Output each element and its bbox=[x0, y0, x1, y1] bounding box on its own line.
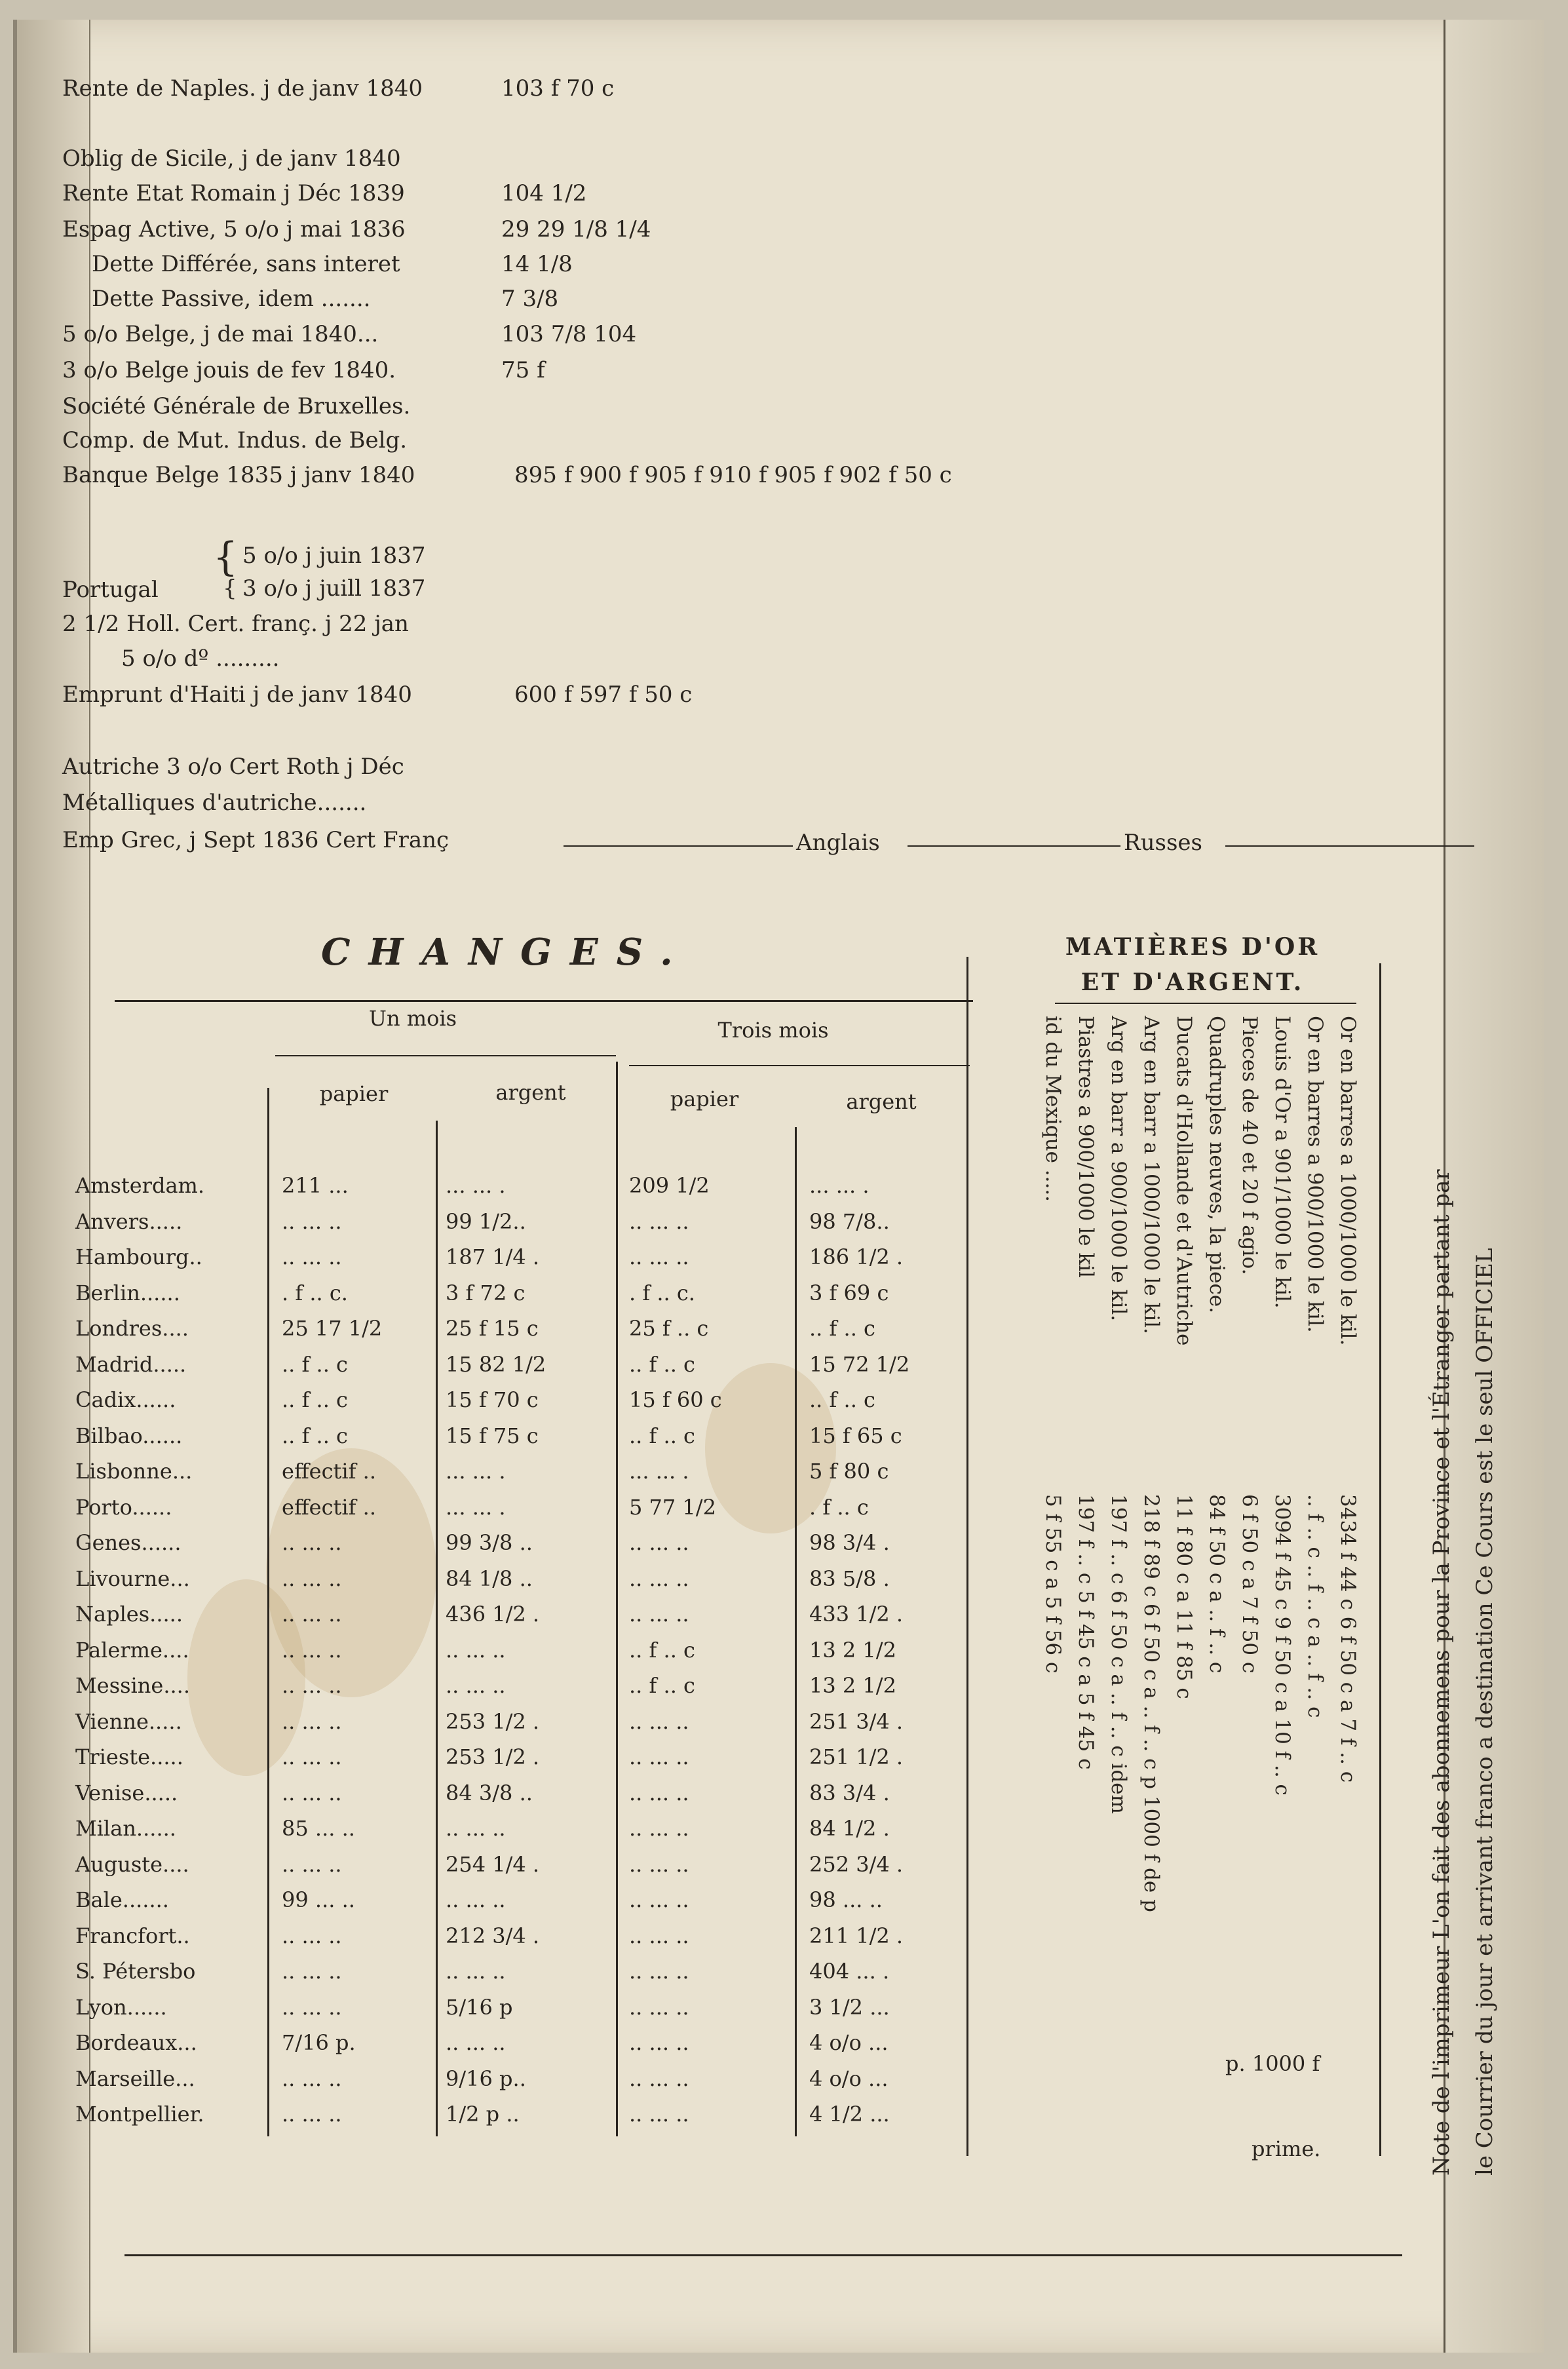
matiere-label: Or en barres a 1000/1000 le kil. bbox=[1336, 1016, 1360, 1346]
grec-anglais: Anglais bbox=[796, 830, 880, 856]
security-value: 895 f 900 f 905 f 910 f 905 f 902 f 50 c bbox=[514, 462, 952, 488]
matiere-value: 6 f 50 c a 7 f 50 c bbox=[1238, 1494, 1261, 1674]
portugal-label: Portugal bbox=[62, 577, 159, 603]
rate-cell: 3 f 69 c bbox=[809, 1281, 889, 1305]
rate-cell: 13 2 1/2 bbox=[809, 1638, 896, 1663]
rate-cell: .. ... .. bbox=[629, 1602, 689, 1627]
un-mois-brace bbox=[275, 1055, 616, 1056]
city-name: Genes...... bbox=[75, 1530, 182, 1555]
rate-cell: ... ... . bbox=[446, 1495, 506, 1520]
rate-cell: .. ... .. bbox=[629, 2066, 689, 2091]
city-name: Hambourg.. bbox=[75, 1244, 202, 1269]
portugal-line2: 3 o/o j juill 1837 bbox=[242, 575, 426, 602]
city-name: Marseille... bbox=[75, 2066, 195, 2091]
rate-cell: 15 82 1/2 bbox=[446, 1352, 546, 1377]
rate-cell: 251 1/2 . bbox=[809, 1744, 904, 1769]
rate-cell: .. f .. c bbox=[629, 1673, 695, 1698]
autriche-line1: Autriche 3 o/o Cert Roth j Déc bbox=[62, 754, 404, 780]
rate-cell: 209 1/2 bbox=[629, 1173, 710, 1198]
rate-cell: 436 1/2 . bbox=[446, 1602, 540, 1627]
rate-cell: .. ... .. bbox=[282, 1530, 342, 1555]
rate-cell: 186 1/2 . bbox=[809, 1244, 904, 1269]
rate-cell: .. ... .. bbox=[629, 1566, 689, 1591]
col-rule-5 bbox=[966, 957, 968, 2156]
rate-cell: 251 3/4 . bbox=[809, 1709, 904, 1734]
rate-cell: 4 o/o ... bbox=[809, 2030, 889, 2055]
security-value: 103 f 70 c bbox=[501, 75, 615, 102]
matiere-value: 84 f 50 c a .. f .. c bbox=[1205, 1494, 1229, 1674]
city-name: Venise..... bbox=[75, 1781, 178, 1805]
rate-cell: 99 1/2.. bbox=[446, 1209, 526, 1234]
matieres-title bbox=[1029, 929, 1356, 1000]
city-name: Bilbao...... bbox=[75, 1423, 183, 1448]
matiere-label: Pieces de 40 et 20 f agio. bbox=[1238, 1016, 1261, 1275]
rate-cell: ... ... . bbox=[809, 1173, 870, 1198]
security-label: Rente Etat Romain j Déc 1839 bbox=[62, 180, 405, 206]
rate-cell: .. ... .. bbox=[446, 1816, 506, 1841]
rate-cell: .. ... .. bbox=[282, 2066, 342, 2091]
security-value: 29 29 1/8 1/4 bbox=[501, 216, 651, 242]
grec-rule-3 bbox=[1225, 845, 1474, 847]
col-rule-4 bbox=[795, 1127, 797, 2136]
trois-mois-brace bbox=[629, 1065, 970, 1066]
city-name: Palerme.... bbox=[75, 1638, 189, 1663]
rate-cell: 253 1/2 . bbox=[446, 1744, 540, 1769]
city-name: Amsterdam. bbox=[75, 1173, 205, 1198]
papier-header-2: papier bbox=[670, 1087, 739, 1111]
rate-cell: .. ... .. bbox=[629, 1995, 689, 2020]
rate-cell: 84 3/8 .. bbox=[446, 1781, 533, 1805]
rate-cell: 211 ... bbox=[282, 1173, 349, 1198]
matiere-value: 218 f 89 c 6 f 50 c a .. f .. c p 1000 f de p bbox=[1139, 1494, 1163, 1912]
rate-cell: .. f .. c bbox=[282, 1352, 348, 1377]
un-mois-header: Un mois bbox=[368, 1006, 457, 1031]
rate-cell: 9/16 p.. bbox=[446, 2066, 526, 2091]
col-rule-1 bbox=[267, 1088, 269, 2136]
rate-cell: 25 f .. c bbox=[629, 1316, 709, 1341]
rate-cell: . f .. c. bbox=[282, 1281, 348, 1305]
rate-cell: 3 1/2 ... bbox=[809, 1995, 890, 2020]
rate-cell: 5 f 80 c bbox=[809, 1459, 889, 1484]
security-label: Société Générale de Bruxelles. bbox=[62, 393, 411, 419]
rate-cell: 98 ... .. bbox=[809, 1887, 883, 1912]
rate-cell: .. ... .. bbox=[282, 1852, 342, 1877]
matiere-label: Arg en barr a 900/1000 le kil. bbox=[1107, 1016, 1130, 1322]
city-name: Montpellier. bbox=[75, 2102, 204, 2127]
rate-cell: .. ... .. bbox=[282, 1673, 342, 1698]
city-name: S. Pétersbo bbox=[75, 1959, 196, 1984]
rate-cell: .. ... .. bbox=[282, 1744, 342, 1769]
city-name: Bale....... bbox=[75, 1887, 169, 1912]
rate-cell: 15 f 65 c bbox=[809, 1423, 902, 1448]
haiti-value: 600 f 597 f 50 c bbox=[514, 682, 693, 708]
rate-cell: 15 f 70 c bbox=[446, 1387, 539, 1412]
rate-cell: .. ... .. bbox=[446, 1887, 506, 1912]
rate-cell: .. ... .. bbox=[629, 1709, 689, 1734]
rate-cell: 83 5/8 . bbox=[809, 1566, 890, 1591]
rate-cell: 4 o/o ... bbox=[809, 2066, 889, 2091]
changes-rule bbox=[115, 1000, 973, 1002]
rate-cell: .. ... .. bbox=[282, 1709, 342, 1734]
rate-cell: 99 ... .. bbox=[282, 1887, 355, 1912]
city-name: Livourne... bbox=[75, 1566, 190, 1591]
rate-cell: .. f .. c bbox=[629, 1423, 695, 1448]
matieres-prime: prime. bbox=[1252, 2136, 1321, 2161]
matiere-label: Ducats d'Hollande et d'Autriche bbox=[1172, 1016, 1196, 1346]
rate-cell: .. ... .. bbox=[629, 1887, 689, 1912]
rate-cell: 25 17 1/2 bbox=[282, 1316, 383, 1341]
rate-cell: .. ... .. bbox=[282, 1638, 342, 1663]
bottom-rule bbox=[124, 2254, 1402, 2256]
rate-cell: 84 1/2 . bbox=[809, 1816, 890, 1841]
col-rule-2 bbox=[436, 1121, 438, 2136]
rate-cell: .. ... .. bbox=[282, 1566, 342, 1591]
rate-cell: .. ... .. bbox=[282, 1602, 342, 1627]
rate-cell: 84 1/8 .. bbox=[446, 1566, 533, 1591]
city-name: Londres.... bbox=[75, 1316, 189, 1341]
rate-cell: 15 f 60 c bbox=[629, 1387, 722, 1412]
rate-cell: .. ... .. bbox=[282, 1244, 342, 1269]
grec-russes: Russes bbox=[1124, 830, 1202, 856]
matiere-label: Louis d'Or a 901/1000 le kil. bbox=[1271, 1016, 1294, 1309]
matiere-label: Or en barres a 900/1000 le kil. bbox=[1303, 1016, 1327, 1333]
matiere-label: Arg en barr a 1000/1000 le kil. bbox=[1139, 1016, 1163, 1334]
rate-cell: .. ... .. bbox=[629, 2102, 689, 2127]
city-name: Porto...... bbox=[75, 1495, 172, 1520]
matiere-value: 11 f 80 c a 11 f 85 c bbox=[1172, 1494, 1196, 1699]
city-name: Milan...... bbox=[75, 1816, 176, 1841]
rate-cell: .. ... .. bbox=[629, 1781, 689, 1805]
security-value: 103 7/8 104 bbox=[501, 321, 637, 347]
col-rule-3 bbox=[616, 1062, 618, 2136]
autriche-line2: Métalliques d'autriche....... bbox=[62, 790, 367, 816]
matiere-label: Quadruples neuves, la piece. bbox=[1205, 1016, 1229, 1314]
rate-cell: 404 ... . bbox=[809, 1959, 890, 1984]
city-name: Lisbonne... bbox=[75, 1459, 193, 1484]
rate-cell: .. ... .. bbox=[629, 1244, 689, 1269]
grec-rule-2 bbox=[908, 845, 1120, 847]
rate-cell: .. ... .. bbox=[629, 1959, 689, 1984]
rate-cell: .. ... .. bbox=[282, 1959, 342, 1984]
matieres-right-rule bbox=[1379, 963, 1381, 2156]
security-label: Dette Passive, idem ....... bbox=[92, 286, 371, 312]
city-name: Madrid..... bbox=[75, 1352, 187, 1377]
rate-cell: effectif .. bbox=[282, 1495, 376, 1520]
argent-header-2: argent bbox=[846, 1089, 917, 1114]
rate-cell: ... ... . bbox=[446, 1459, 506, 1484]
matieres-title-2: ET D'ARGENT. bbox=[1080, 969, 1305, 996]
rate-cell: 212 3/4 . bbox=[446, 1923, 540, 1948]
trois-mois-header: Trois mois bbox=[717, 1018, 829, 1043]
rate-cell: .. ... .. bbox=[629, 1744, 689, 1769]
rate-cell: .. ... .. bbox=[629, 1530, 689, 1555]
security-label: Espag Active, 5 o/o j mai 1836 bbox=[62, 216, 406, 242]
argent-header-1: argent bbox=[495, 1080, 566, 1105]
holl-line2: 5 o/o dº ......... bbox=[121, 645, 280, 672]
rate-cell: .. ... .. bbox=[282, 1995, 342, 2020]
rate-cell: 187 1/4 . bbox=[446, 1244, 540, 1269]
rate-cell: . f .. c. bbox=[629, 1281, 695, 1305]
matiere-value: 3434 f 44 c 6 f 50 c a 7 f .. c bbox=[1336, 1494, 1360, 1783]
rate-cell: .. f .. c bbox=[282, 1387, 348, 1412]
rate-cell: 85 ... .. bbox=[282, 1816, 355, 1841]
city-name: Vienne..... bbox=[75, 1709, 182, 1734]
grec-label: Emp Grec, j Sept 1836 Cert Franç bbox=[62, 827, 449, 853]
rate-cell: ... ... . bbox=[629, 1459, 689, 1484]
rate-cell: .. f .. c bbox=[809, 1387, 875, 1412]
matieres-p1000: p. 1000 f bbox=[1225, 2051, 1320, 2076]
rate-cell: 254 1/4 . bbox=[446, 1852, 540, 1877]
security-label: Banque Belge 1835 j janv 1840 bbox=[62, 462, 415, 488]
printer-note-line1: Note de l'imprimeur L'on fait des abonnemens pour la Province et l'Étranger partant par bbox=[1428, 1169, 1455, 2176]
matieres-rule bbox=[1055, 1003, 1356, 1004]
security-value: 104 1/2 bbox=[501, 180, 587, 206]
rate-cell: .. ... .. bbox=[629, 1816, 689, 1841]
matiere-value: .. f .. c .. f .. c a .. f .. c bbox=[1303, 1494, 1327, 1718]
portugal-brace-2: { bbox=[223, 575, 237, 602]
rate-cell: 3 f 72 c bbox=[446, 1281, 526, 1305]
rate-cell: .. ... .. bbox=[629, 1209, 689, 1234]
security-label: 5 o/o Belge, j de mai 1840... bbox=[62, 321, 379, 347]
holl-line1: 2 1/2 Holl. Cert. franç. j 22 jan bbox=[62, 611, 409, 637]
rate-cell: .. ... .. bbox=[282, 1923, 342, 1948]
rate-cell: . f .. c bbox=[809, 1495, 869, 1520]
rate-cell: 4 1/2 ... bbox=[809, 2102, 890, 2127]
security-label: Dette Différée, sans interet bbox=[92, 251, 400, 277]
city-name: Bordeaux... bbox=[75, 2030, 197, 2055]
security-value: 14 1/8 bbox=[501, 251, 573, 277]
city-name: Francfort.. bbox=[75, 1923, 190, 1948]
rate-cell: .. ... .. bbox=[446, 2030, 506, 2055]
rate-cell: 5 77 1/2 bbox=[629, 1495, 716, 1520]
security-label: Oblig de Sicile, j de janv 1840 bbox=[62, 145, 401, 172]
rate-cell: 211 1/2 . bbox=[809, 1923, 904, 1948]
matieres-title-1: MATIÈRES D'OR bbox=[1065, 933, 1320, 961]
printer-note bbox=[1428, 1169, 1498, 2176]
rate-cell: 98 7/8.. bbox=[809, 1209, 890, 1234]
city-name: Cadix...... bbox=[75, 1387, 176, 1412]
rate-cell: .. ... .. bbox=[282, 2102, 342, 2127]
rate-cell: 98 3/4 . bbox=[809, 1530, 890, 1555]
rate-cell: effectif .. bbox=[282, 1459, 376, 1484]
rate-cell: .. ... .. bbox=[282, 1209, 342, 1234]
grec-rule-1 bbox=[564, 845, 793, 847]
matiere-value: 197 f .. c 6 f 50 c a .. f .. c idem bbox=[1107, 1494, 1130, 1815]
city-name: Lyon...... bbox=[75, 1995, 167, 2020]
city-name: Anvers..... bbox=[75, 1209, 183, 1234]
security-label: Comp. de Mut. Indus. de Belg. bbox=[62, 427, 408, 453]
rate-cell: .. f .. c bbox=[809, 1316, 875, 1341]
security-label: 3 o/o Belge jouis de fev 1840. bbox=[62, 357, 396, 383]
rate-cell: 252 3/4 . bbox=[809, 1852, 904, 1877]
matiere-value: 3094 f 45 c 9 f 50 c a 10 f .. c bbox=[1271, 1494, 1294, 1796]
rate-cell: 15 f 75 c bbox=[446, 1423, 539, 1448]
rate-cell: .. ... .. bbox=[629, 1923, 689, 1948]
rate-cell: 25 f 15 c bbox=[446, 1316, 539, 1341]
rate-cell: 7/16 p. bbox=[282, 2030, 356, 2055]
haiti-label: Emprunt d'Haiti j de janv 1840 bbox=[62, 682, 412, 708]
papier-header-1: papier bbox=[319, 1081, 389, 1106]
city-name: Messine.... bbox=[75, 1673, 191, 1698]
rate-cell: 1/2 p .. bbox=[446, 2102, 520, 2127]
matiere-label: id du Mexique ..... bbox=[1041, 1016, 1065, 1203]
rate-cell: 99 3/8 .. bbox=[446, 1530, 533, 1555]
rate-cell: .. f .. c bbox=[629, 1638, 695, 1663]
rate-cell: .. ... .. bbox=[629, 2030, 689, 2055]
portugal-line1: 5 o/o j juin 1837 bbox=[242, 543, 426, 569]
city-name: Trieste..... bbox=[75, 1744, 183, 1769]
rate-cell: 13 2 1/2 bbox=[809, 1673, 896, 1698]
security-label: Rente de Naples. j de janv 1840 bbox=[62, 75, 423, 102]
rate-cell: .. ... .. bbox=[446, 1959, 506, 1984]
rate-cell: .. ... .. bbox=[282, 1781, 342, 1805]
rate-cell: 83 3/4 . bbox=[809, 1781, 890, 1805]
rate-cell: .. ... .. bbox=[629, 1852, 689, 1877]
city-name: Naples..... bbox=[75, 1602, 183, 1627]
portugal-brace: { bbox=[213, 534, 239, 580]
rate-cell: .. f .. c bbox=[629, 1352, 695, 1377]
city-name: Auguste.... bbox=[75, 1852, 189, 1877]
security-value: 7 3/8 bbox=[501, 286, 559, 312]
rate-cell: 5/16 p bbox=[446, 1995, 513, 2020]
changes-title: CHANGES. bbox=[321, 931, 691, 974]
rate-cell: 253 1/2 . bbox=[446, 1709, 540, 1734]
rate-cell: ... ... . bbox=[446, 1173, 506, 1198]
matiere-label: Piastres a 900/1000 le kil bbox=[1074, 1016, 1098, 1278]
rate-cell: .. f .. c bbox=[282, 1423, 348, 1448]
printer-note-line2: le Courrier du jour et arrivant franco a destination Ce Cours est le seul OFFICIEL bbox=[1472, 1248, 1498, 2176]
rate-cell: .. ... .. bbox=[446, 1673, 506, 1698]
matiere-value: 5 f 55 c a 5 f 56 c bbox=[1041, 1494, 1065, 1674]
security-value: 75 f bbox=[501, 357, 545, 383]
rate-cell: 433 1/2 . bbox=[809, 1602, 904, 1627]
city-name: Berlin...... bbox=[75, 1281, 180, 1305]
rate-cell: .. ... .. bbox=[446, 1638, 506, 1663]
matiere-value: 197 f .. c 5 f 45 c a 5 f 45 c bbox=[1074, 1494, 1098, 1770]
rate-cell: 15 72 1/2 bbox=[809, 1352, 910, 1377]
